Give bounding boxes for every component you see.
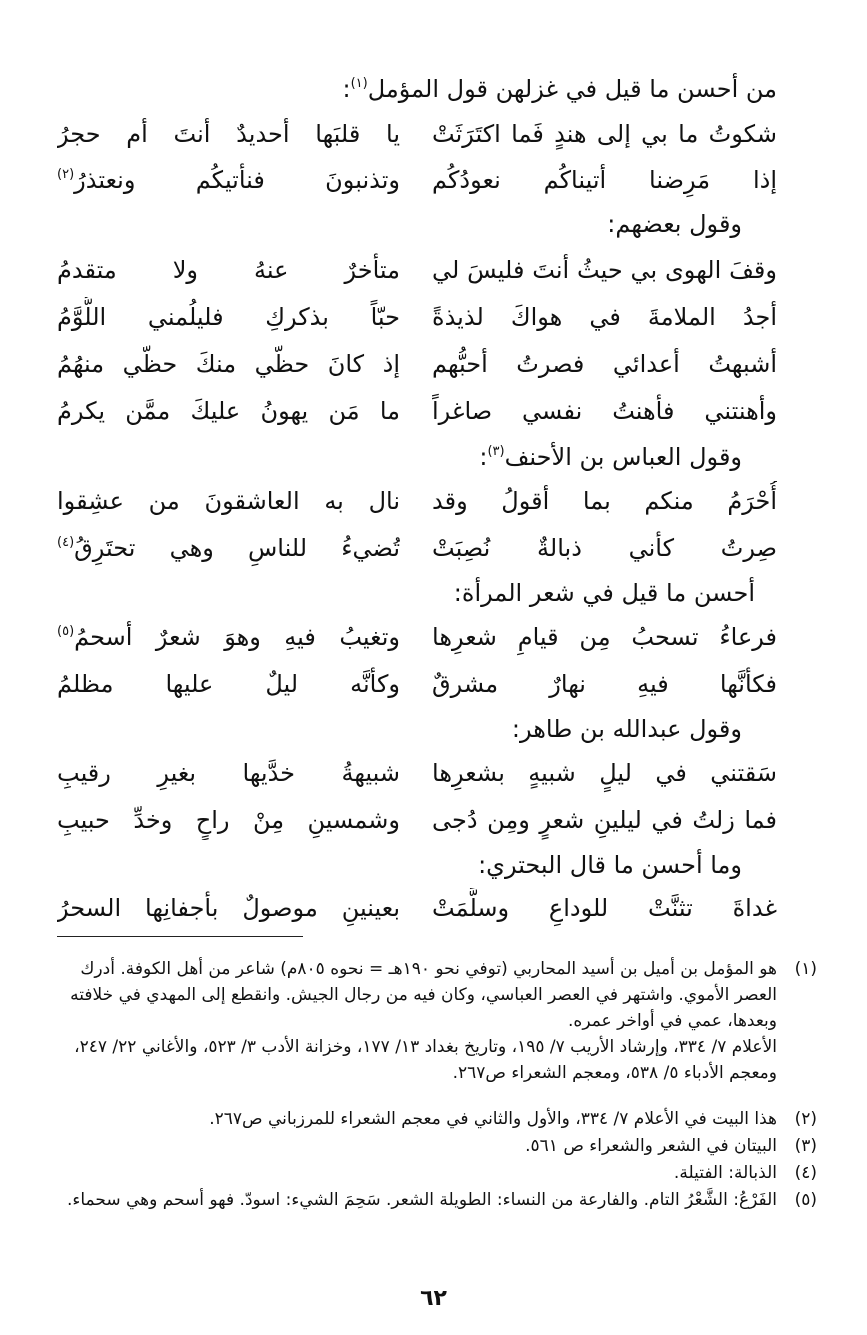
verse [57, 753, 777, 797]
verse [57, 528, 777, 572]
verse-first-hemistich: وقفَ الهوى بي حيثُ أنتَ فليسَ لي [432, 256, 777, 284]
verse [57, 250, 777, 294]
verse [57, 114, 777, 158]
poem-intro: وقول العباس بن الأحنف$^{(٣)}$: [479, 443, 742, 471]
verse [57, 617, 777, 661]
poem-intro: من أحسن ما قيل في غزلهن قول المؤمل$^{(١)}$: [342, 75, 777, 103]
verse [57, 888, 777, 932]
page-number: ٦٢ [420, 1286, 447, 1311]
footnote [42, 1160, 817, 1186]
verse-first-hemistich: أجدُ الملامةَ في هواكَ لذيذةً [432, 303, 777, 331]
verse-second-hemistich: وتذنبونَ فنأتيكُم ونعتذرُ$^{(٢)}$ [57, 166, 400, 194]
verse-first-hemistich: فما زلتُ في ليلينِ شعرٍ ومِن دُجى [432, 806, 777, 834]
footnote-number: (٥) [794, 1190, 817, 1210]
footnote-text: البيتان في الشعر والشعراء ص ٥٦١. [525, 1136, 777, 1156]
poem-intro: وقول بعضهم: [607, 210, 742, 238]
footnote-ref: (٤) [57, 535, 75, 550]
verse [57, 297, 777, 341]
verse-first-hemistich: أُحْرَمُ منكم بما أقولُ وقد [432, 487, 777, 515]
verse-first-hemistich: سَقتني في ليلٍ شبيهٍ بشعرِها [432, 759, 777, 787]
verse-second-hemistich: نال به العاشقونَ من عشِقوا [57, 487, 400, 515]
verse [57, 160, 777, 204]
verse-second-hemistich: متأخرٌ عنهُ ولا متقدمُ [57, 256, 400, 284]
footnote-text: الذبالة: الفتيلة. [673, 1163, 777, 1183]
footnote-text: هذا البيت في الأعلام ٧/ ٣٣٤، والأول والثاني في معجم الشعراء للمرزباني ص٢٦٧. [209, 1109, 777, 1129]
footnote [42, 1133, 817, 1159]
verse-second-hemistich: ما مَن يهونُ عليكَ ممَّن يكرمُ [57, 397, 400, 425]
footnote-ref: (٣) [487, 444, 505, 459]
verse [57, 800, 777, 844]
verse-first-hemistich: فرعاءُ تسحبُ مِن قيامِ شعرِها [432, 623, 777, 651]
verse-second-hemistich: وشمسينِ مِنْ راحٍ وخدِّ حبيبِ [57, 806, 400, 834]
footnote-number: (١) [794, 959, 817, 979]
verse-second-hemistich: وكأنَّه ليلٌ عليها مظلمُ [57, 670, 400, 698]
poem-intro: أحسن ما قيل في شعر المرأة: [453, 579, 755, 607]
poem-intro: وما أحسن ما قال البحتري: [478, 851, 742, 879]
verse-first-hemistich: أشبهتُ أعدائي فصرتُ أحبُّهم [432, 350, 777, 378]
footnote-number: (٢) [794, 1109, 817, 1129]
verse-second-hemistich: إذ كانَ حظّي منكَ حظّي منهُمُ [57, 350, 400, 378]
verse-second-hemistich: وتغيبُ فيهِ وهوَ شعرٌ أسحمُ$^{(٥)}$ [57, 623, 400, 651]
footnote-number: (٤) [794, 1163, 817, 1183]
verse-first-hemistich: وأهنتني فأهنتُ نفسي صاغراً [432, 397, 777, 425]
footnote-ref: (١) [350, 76, 368, 91]
verse-first-hemistich: غداةَ تثنَّتْ للوداعِ وسلَّمَتْ [432, 894, 777, 922]
verse-second-hemistich: بعينينِ موصولٌ بأجفانِها السحرُ [57, 894, 400, 922]
verse-second-hemistich: شبيهةُ خدَّيها بغيرِ رقيبِ [57, 759, 400, 787]
footnote [42, 956, 817, 1086]
footnote-divider [57, 936, 303, 937]
verse-first-hemistich: صِرتُ كأني ذبالةٌ نُصِبَتْ [432, 534, 777, 562]
verse-second-hemistich: يا قلبَها أحديدٌ أنتَ أم حجرُ [57, 120, 400, 148]
verse [57, 664, 777, 708]
verse-first-hemistich: إذا مَرِضنا أتيناكُم نعودُكُم [432, 166, 777, 194]
footnote-text: الأعلام ٧/ ٣٣٤، وإرشاد الأريب ٧/ ١٩٥، وتاريخ بغداد ١٣/ ١٧٧، وخزانة الأدب ٣/ ٥٢٣، والأغاني ٢٢/ ٢٤٧، ومعجم الأدباء ٥/ ٥٣٨، ومعجم الشعراء ص٢٦٧. [74, 1037, 777, 1083]
footnote [42, 1187, 817, 1213]
verse [57, 481, 777, 525]
footnote-ref: (٥) [57, 624, 75, 639]
footnote-text: هو المؤمل بن أميل بن أسيد المحاربي (توفي نحو ١٩٠هـ = نحوه ٨٠٥م) شاعر من أهل الكوفة. أدرك العصر الأموي. واشتهر في العصر العباسي، وكان فيه من رجال الجيش. وانقطع إلى المهدي في خلافته وبعدها، عمي في أواخر عمره. [70, 959, 777, 1031]
verse-first-hemistich: فكأنَّها فيهِ نهارٌ مشرقٌ [432, 670, 777, 698]
footnote [42, 1106, 817, 1132]
verse [57, 391, 777, 435]
verse-first-hemistich: شكوتُ ما بي إلى هندٍ فَما اكتَرَثَتْ [432, 120, 777, 148]
poem-intro: وقول عبدالله بن طاهر: [511, 715, 742, 743]
footnote-number: (٣) [794, 1136, 817, 1156]
footnote-text: الفَرْعُ: الشَّعْرُ التام. والفارعة من النساء: الطويلة الشعر. سَحِمَ الشيء: اسودّ. فهو أسحم وهي سحماء. [66, 1190, 777, 1210]
verse-second-hemistich: تُضيءُ للناسِ وهي تحتَرِقُ$^{(٤)}$ [57, 534, 400, 562]
footnote-ref: (٢) [57, 167, 75, 182]
verse [57, 344, 777, 388]
verse-second-hemistich: حبّاً بذكركِ فليلُمني اللُّوَّمُ [57, 303, 400, 331]
